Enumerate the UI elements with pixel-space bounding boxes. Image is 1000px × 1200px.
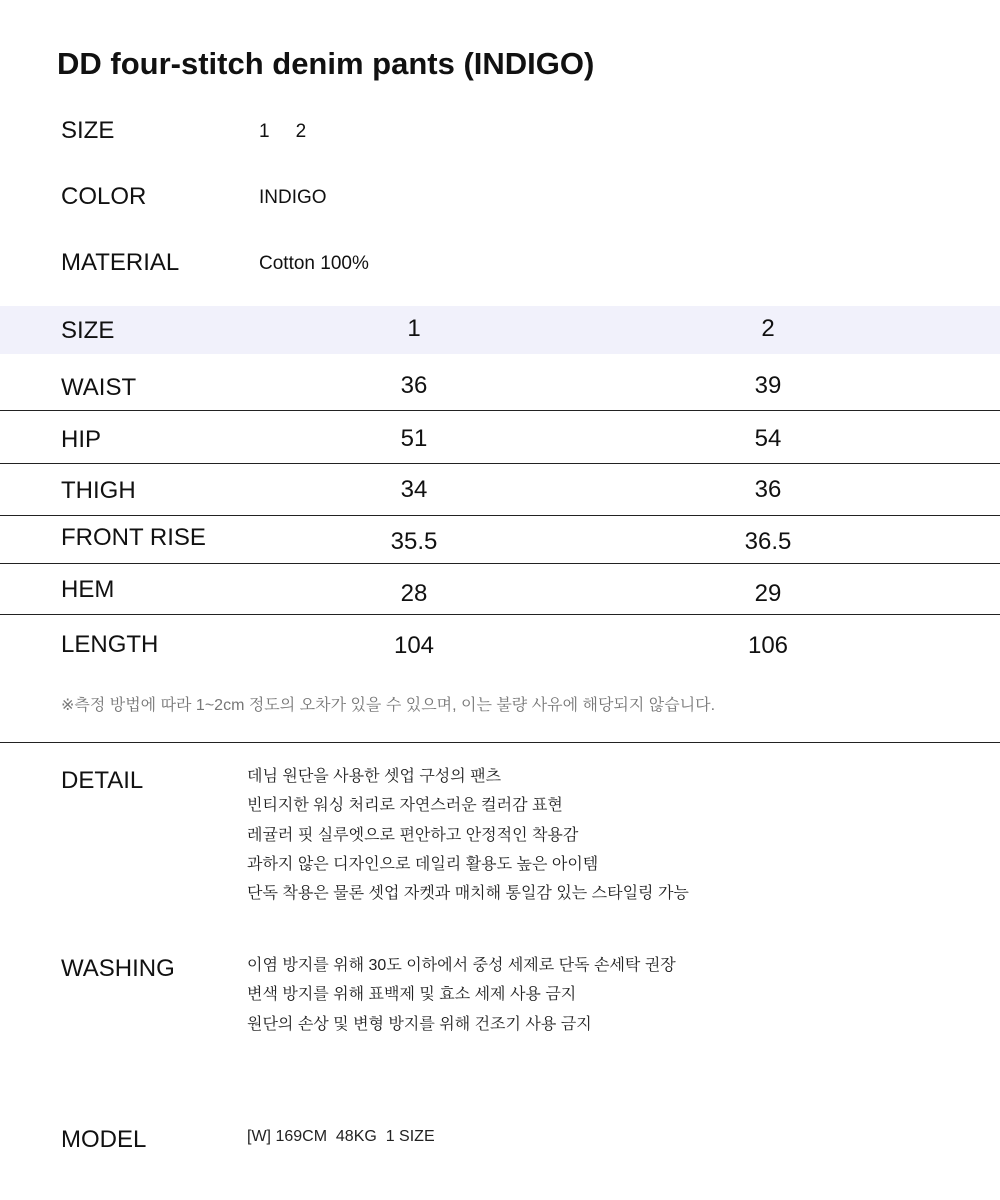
size-options	[259, 121, 332, 143]
size-table-header	[0, 306, 1000, 354]
measurement-note: ※측정 방법에 따라 1~2cm 정도의 오차가 있을 수 있으며, 이는 불량 사유에 해당되지 않습니다.	[61, 697, 716, 714]
list-item: 원단의 손상 및 변형 방지를 위해 건조기 사용 금지	[247, 1015, 592, 1033]
info-row-color	[0, 183, 1000, 223]
size-table-cell: 36	[754, 476, 782, 503]
size-option-1: 1	[259, 121, 270, 142]
size-table-row-hip	[0, 411, 1000, 464]
size-table-row-hem	[0, 564, 1000, 615]
size-table-cell: 104	[393, 632, 435, 659]
model-label: MODEL	[61, 1126, 147, 1153]
list-item: 단독 착용은 물론 셋업 자켓과 매치해 통일감 있는 스타일링 가능	[247, 885, 689, 903]
size-table-cell: 106	[747, 632, 789, 659]
size-table-row-front-rise	[0, 516, 1000, 564]
size-table-header-label: SIZE	[61, 317, 115, 344]
detail-label: DETAIL	[61, 767, 144, 794]
size-table-cell: 36	[400, 372, 428, 399]
size-table-header-col2: 2	[761, 315, 775, 342]
size-table-cell: 29	[754, 580, 782, 607]
size-table-row-label: FRONT RISE	[61, 524, 206, 551]
model-value: [W] 169CM 48KG 1 SIZE	[247, 1128, 435, 1145]
list-item: 빈티지한 워싱 처리로 자연스러운 컬러감 표현	[247, 797, 563, 815]
list-item: 레귤러 핏 실루엣으로 편안하고 안정적인 착용감	[247, 826, 579, 844]
size-table-row-label: HIP	[61, 426, 102, 453]
info-value-material: Cotton 100%	[259, 253, 369, 274]
list-item: 과하지 않은 디자인으로 데일리 활용도 높은 아이템	[247, 855, 599, 873]
size-table-header-col1: 1	[407, 315, 421, 342]
section-divider	[0, 742, 1000, 743]
info-label-material: MATERIAL	[61, 249, 180, 276]
product-title: DD four-stitch denim pants (INDIGO)	[57, 46, 595, 81]
size-table-cell: 35.5	[390, 528, 438, 555]
size-table-cell: 39	[754, 372, 782, 399]
detail-list	[247, 767, 689, 913]
washing-list	[247, 956, 676, 1044]
size-table-cell: 34	[400, 476, 428, 503]
size-table-row-thigh	[0, 464, 1000, 516]
info-row-material	[0, 249, 1000, 289]
size-table-cell: 51	[400, 425, 428, 452]
info-value-color: INDIGO	[259, 187, 327, 208]
size-table-row-waist	[0, 354, 1000, 411]
size-table-row-length	[0, 615, 1000, 671]
washing-label: WASHING	[61, 955, 175, 982]
size-table-row-label: LENGTH	[61, 631, 159, 658]
size-table-cell: 28	[400, 580, 428, 607]
size-table-cell: 54	[754, 425, 782, 452]
list-item: 변색 방지를 위해 표백제 및 효소 세제 사용 금지	[247, 986, 577, 1004]
size-table-row-label: HEM	[61, 576, 115, 603]
size-table-cell: 36.5	[744, 528, 792, 555]
list-item: 데님 원단을 사용한 셋업 구성의 팬츠	[247, 768, 502, 785]
size-table-row-label: WAIST	[61, 374, 137, 401]
list-item: 이염 방지를 위해 30도 이하에서 중성 세제로 단독 손세탁 권장	[247, 957, 676, 974]
info-label-color: COLOR	[61, 183, 147, 210]
info-row-size	[0, 117, 1000, 157]
size-option-2: 2	[295, 121, 307, 142]
info-label-size: SIZE	[61, 117, 115, 144]
size-table-row-label: THIGH	[61, 477, 136, 504]
